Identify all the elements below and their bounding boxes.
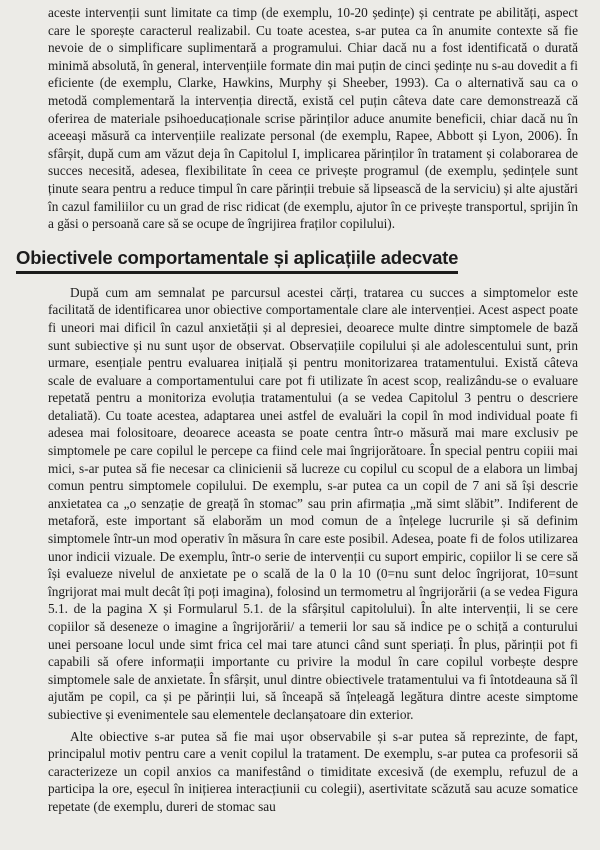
body-paragraph-1: După cum am semnalat pe parcursul acestei cărți, tratarea cu succes a simptomelor este facilitată de identificarea unor obiective comportamentale clare ale intervenției. Acest aspect poate fi uneori mai dificil în cazul anxietății și al depresiei, deoarece multe dintre simptomele de bază sunt subiective și nu sunt ușor de observat. Observațiile copilului și ale adolescentului sunt, prin urmare, esențiale pentru evaluarea inițială și pentru monitorizarea tratamentului. Există câteva scale de evaluare a comportamentului care pot fi utilizate în acest scop, realizându-se o evaluare repetată pentru a monitoriza evoluția tratamentului (a se vedea Capitolul 3 pentru o descriere detaliată). Cu toate acestea, adaptarea unei astfel de evaluări la copil în mod individual poate fi adesea mai folositoare, deoarece aceasta se poate centra într-o măsură mai mare exclusiv pe simptomele pe care copilul le percepe ca fiind cele mai îngrijorătoare. În special pentru copiii mai mici, s-ar putea să fie necesar ca clinicienii să lucreze cu copilul cu scopul de a elabora un limbaj comun pentru simptomele copilului. De exemplu, s-ar putea ca un copil de 7 ani să își descrie anxietatea ca „o senzație de greață în stomac” sau prin afirmația „mă simt slăbit”. Indiferent de metaforă, este important să elaborăm un mod comun de a înțelege lucrurile și să definim simptomele într-un mod operativ în măsura în care este posibil. Adesea, poate fi de folos utilizarea unor indicii vizuale. De exemplu, într-o serie de intervenții cu suport empiric, copiilor li se cere să își evalueze nivelul de anxietate pe o scală de la 0 la 10 (0=nu sunt deloc îngrijorat, 10=sunt îngrijorat mai mult decât îți poți imagina), folosind un termometru al îngrijorării (a se vedea Figura 5.1. de la pagina X și Formularul 5.1. de la sfârșitul capitolului). În alte intervenții, li se cere copiilor să deseneze o imagine a îngrijorării/ a temerii lor sau să indice pe o schiță a conturului unei persoane locul unde simt frica cel mai tare atunci când sunt speriați. În plus, părinții pot fi capabili să ofere informații importante cu privire la modul în care copilul vorbește despre simptomele sale de anxietate. În sfârșit, unul dintre obiectivele tratamentului va fi întotdeauna să îl ajutăm pe copil, ca și pe părinții lui, să înceapă să înțeleagă legătura dintre aceste simptome subiective și evenimentele sau elementele declanșatoare din exterior. [48,284,578,722]
section-heading-wrap [14,247,578,274]
intro-paragraph: aceste intervenții sunt limitate ca timp (de exemplu, 10-20 ședințe) și centrate pe abilități, aspect care le sporește caracterul realizabil. Cu toate acestea, s-ar putea ca în anumite contexte să fie nevoie de o simplificare suplimentară a programului. Chiar dacă nu a fost identificată o durată minimă absolută, în general, intervențiile formate din mai puțin de cinci ședințe nu s-au dovedit a fi eficiente (de exemplu, Clarke, Hawkins, Murphy și Sheeber, 1993). Ca o alternativă sau ca o metodă complementară la intervenția directă, există cel puțin câteva date care demonstrează că oferirea de materiale psihoeducaționale scrise părinților aduce anumite beneficii, chiar dacă nu în aceeași măsură ca intervențiile realizate personal (de exemplu, Rapee, Abbott și Lyon, 2006). În sfârșit, după cum am văzut deja în Capitolul I, implicarea părinților în tratament și colaborarea de succes necesită, adesea, flexibilitate în ceea ce privește programul (de exemplu, ședințele sunt ținute seara pentru a reduce timpul în care părinții trebuie să lipsească de la serviciu) și alte ajustări în cazul familiilor cu un grad de risc ridicat (de exemplu, ajutor în ce privește transportul, sprijin în a găsi o persoană care să se ocupe de îngrijirea fraților copilului). [48,5,578,232]
section-heading: Obiectivele comportamentale și aplicațiile adecvate [16,247,458,274]
body-paragraph-2: Alte obiective s-ar putea să fie mai ușor observabile și s-ar putea să reprezinte, de fapt, principalul motiv pentru care a venit copilul la tratament. De exemplu, s-ar putea ca profesorii să caracterizeze un copil anxios ca manifestând o timiditate excesivă (de exemplu, refuzul de a participa la ore, eșecul în inițierea interacțiunii cu colegii), asertivitate scăzută sau acuze somatice repetate (de exemplu, dureri de stomac sau [48,728,578,814]
section-body [48,284,578,816]
